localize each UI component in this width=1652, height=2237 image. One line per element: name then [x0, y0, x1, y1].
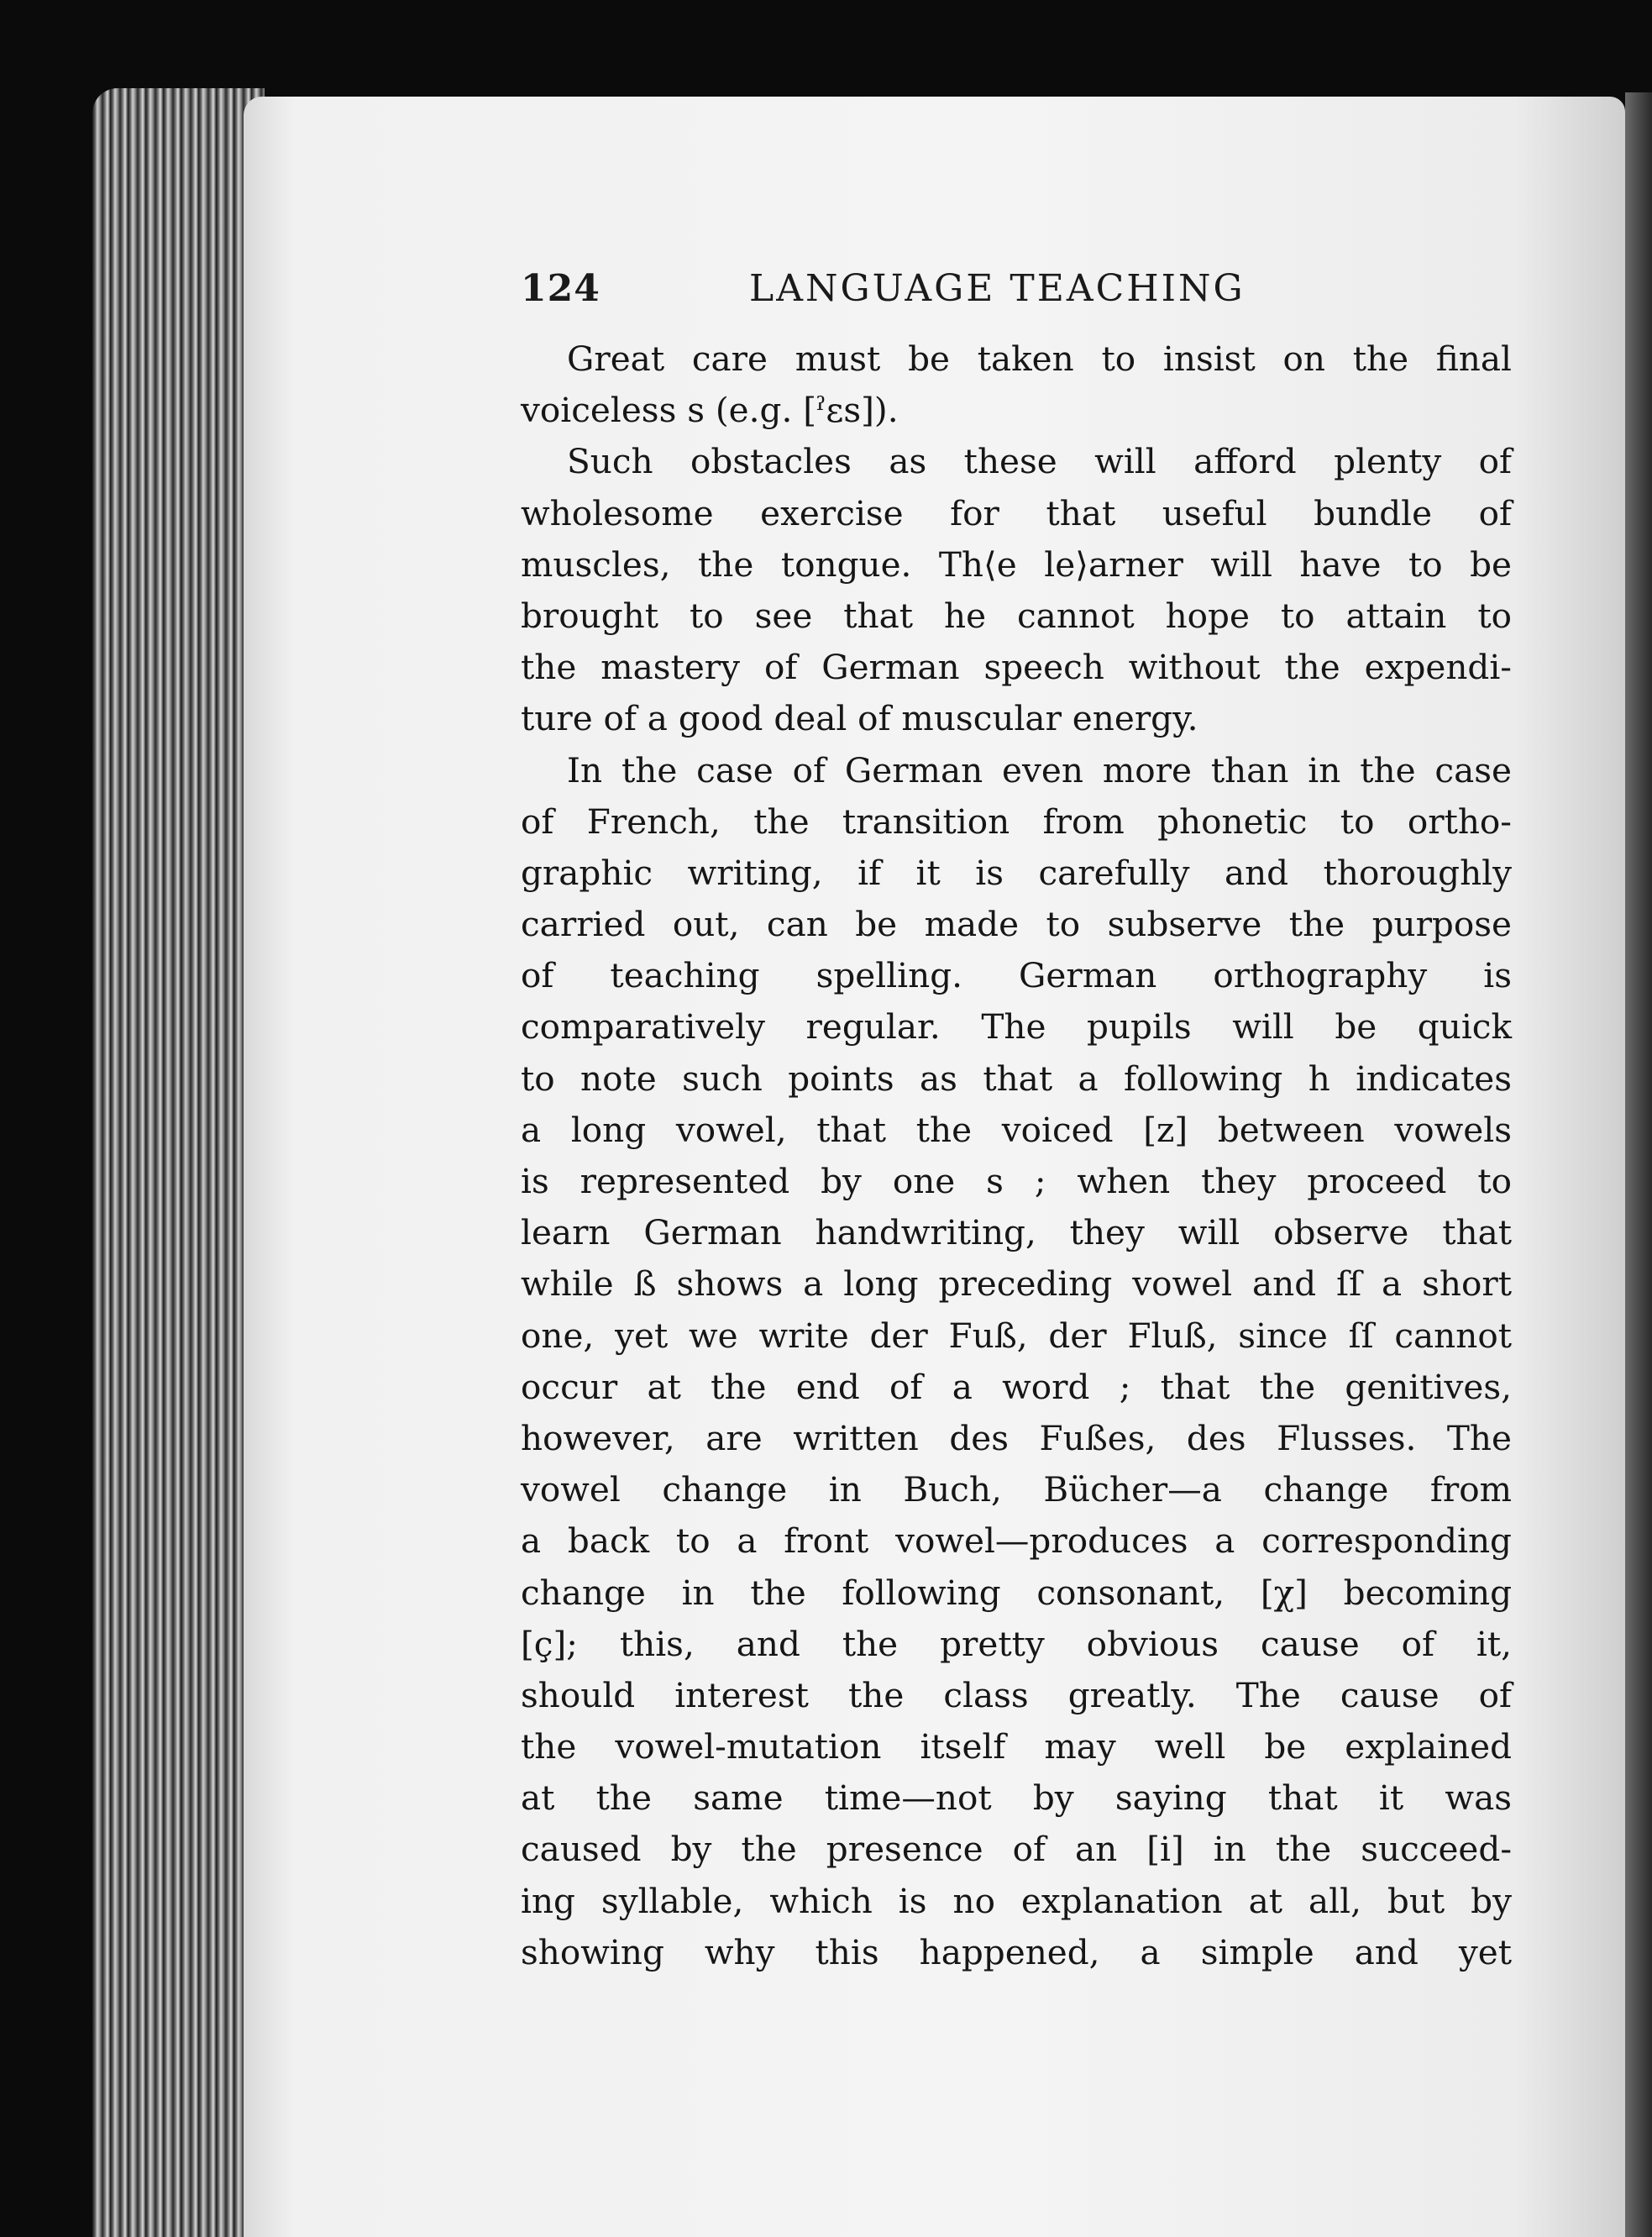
text-line: should interest the class greatly. The cause of [521, 1674, 1512, 1715]
text-line: voiceless s (e.g. [ˀɛs]). [521, 390, 899, 431]
text-line: carried out, can be made to subserve the purpose [521, 904, 1512, 945]
text-line: change in the following consonant, [χ] becoming [521, 1572, 1512, 1613]
book-page-edges [92, 88, 265, 2237]
text-line: In the case of German even more than in the case [567, 749, 1512, 790]
text-line: of French, the transition from phonetic to ortho- [521, 801, 1512, 842]
running-title: LANGUAGE TEACHING [749, 267, 1246, 310]
text-line: one, yet we write der Fuß, der Fluß, since ſſ cannot [521, 1315, 1512, 1356]
text-line: occur at the end of a word ; that the genitives, [521, 1366, 1512, 1407]
text-line: Such obstacles as these will afford plenty of [567, 441, 1512, 482]
text-line: a back to a front vowel—produces a corresponding [521, 1520, 1512, 1562]
text-line: to note such points as that a following h indicates [521, 1058, 1512, 1099]
text-line: however, are written des Fußes, des Flusses. The [521, 1417, 1512, 1458]
text-line: graphic writing, if it is carefully and thoroughly [521, 852, 1512, 893]
text-line: brought to see that he cannot hope to attain to [521, 595, 1512, 636]
running-head [521, 267, 1512, 318]
text-line: [ç]; this, and the pretty obvious cause of it, [521, 1623, 1512, 1664]
text-line: at the same time—not by saying that it was [521, 1778, 1512, 1819]
text-line: Great care must be taken to insist on the final [567, 339, 1512, 379]
text-line: ture of a good deal of muscular energy. [521, 698, 1198, 739]
text-line: muscles, the tongue. Th⟨e le⟩arner will have to be [521, 543, 1512, 585]
text-line: caused by the presence of an [i] in the succeed- [521, 1829, 1512, 1870]
text-line: ing syllable, which is no explanation at all, but by [521, 1880, 1512, 1921]
facing-page-edge [1625, 92, 1652, 2237]
text-line: learn German handwriting, they will observe that [521, 1212, 1512, 1253]
text-line: the vowel-mutation itself may well be explained [521, 1726, 1512, 1767]
text-line: of teaching spelling. German orthography is [521, 955, 1512, 996]
text-line: a long vowel, that the voiced [z] between vowels [521, 1109, 1512, 1150]
body-text [521, 333, 1512, 1978]
text-line: vowel change in Buch, Bücher—a change from [521, 1469, 1512, 1510]
text-line: is represented by one s ; when they proceed to [521, 1161, 1512, 1201]
text-line: showing why this happened, a simple and yet [521, 1931, 1512, 1972]
text-line: while ß shows a long preceding vowel and ſſ a short [521, 1263, 1512, 1305]
text-line: the mastery of German speech without the expendi- [521, 647, 1512, 688]
text-line: comparatively regular. The pupils will be quick [521, 1006, 1512, 1048]
text-line: wholesome exercise for that useful bundle of [521, 492, 1512, 533]
page-number: 124 [521, 267, 600, 310]
